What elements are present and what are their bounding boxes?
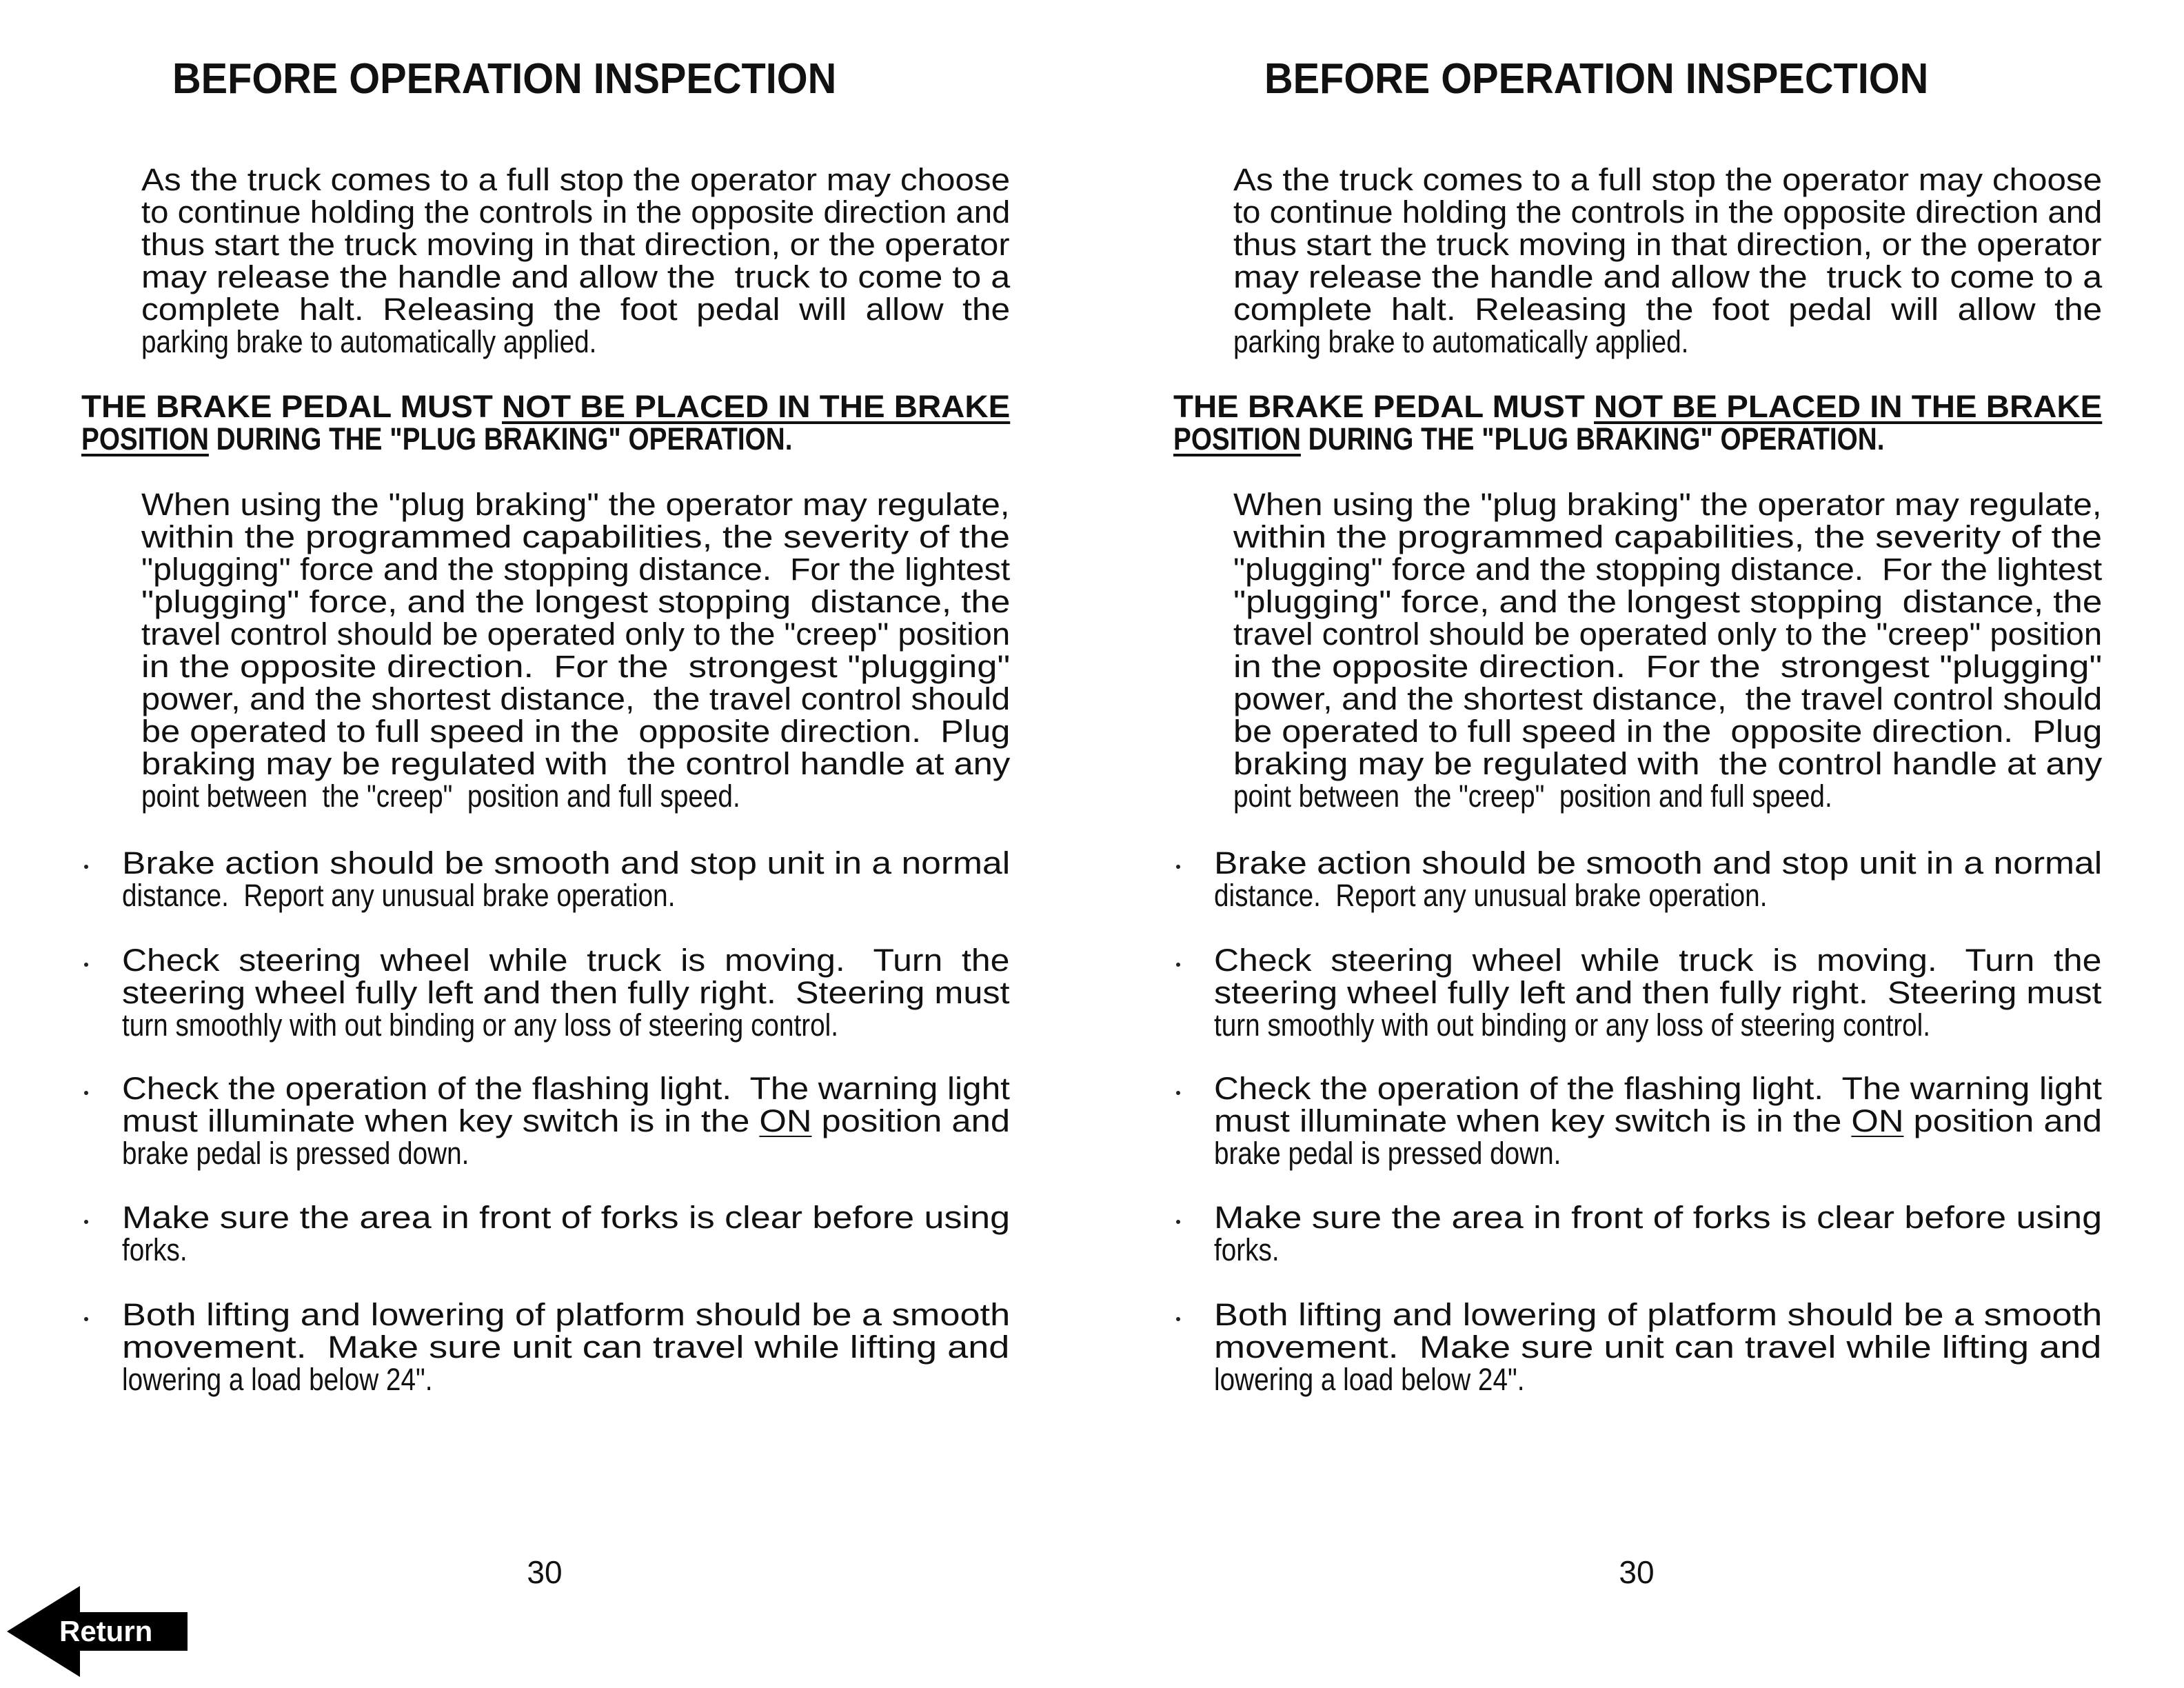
- paragraph-line: within the programmed capabilities, the severity of the: [1233, 519, 2103, 554]
- bullet-text: position and: [811, 1103, 1011, 1138]
- bullet-line: Check the operation of the flashing light. The warning light: [122, 1071, 1010, 1106]
- paragraph-line: to continue holding the controls in the opposite direction and: [141, 194, 1011, 230]
- warning-text: THE BRAKE PEDAL MUST: [1173, 389, 1594, 424]
- paragraph-line: in the opposite direction. For the strongest "plugging": [141, 649, 1011, 684]
- bullet-icon: [84, 1091, 88, 1095]
- bullet-icon: [1176, 1091, 1180, 1095]
- bullet-icon: [84, 865, 88, 869]
- bullet-line: turn smoothly with out binding or any loss of steering control.: [122, 1007, 838, 1043]
- paragraph-line: be operated to full speed in the opposite direction. Plug: [1233, 714, 2103, 749]
- page-heading: BEFORE OPERATION INSPECTION: [1264, 55, 1929, 103]
- paragraph-line: parking brake to automatically applied.: [141, 324, 597, 359]
- bullet-icon: [1176, 1220, 1180, 1224]
- bullet-icon: [84, 1317, 88, 1321]
- bullet-line: brake pedal is pressed down.: [1214, 1136, 1561, 1171]
- warning-line: [81, 423, 1010, 455]
- bullet-icon: [84, 1220, 88, 1224]
- bullet-line: brake pedal is pressed down.: [122, 1136, 469, 1171]
- paragraph-line: When using the "plug braking" the operator may regulate,: [141, 487, 1010, 522]
- paragraph-line: may release the handle and allow the truck to come to a: [141, 259, 1011, 294]
- bullet-line: movement. Make sure unit can travel while lifting and: [122, 1329, 1010, 1365]
- page-heading: BEFORE OPERATION INSPECTION: [172, 55, 837, 103]
- paragraph-line: may release the handle and allow the truck to come to a: [1233, 259, 2103, 294]
- bullet-line: steering wheel fully left and then fully right. Steering must: [122, 975, 1010, 1010]
- bullet-line: forks.: [122, 1232, 188, 1267]
- bullet-line: [122, 1105, 1010, 1137]
- paragraph-line: power, and the shortest distance, the travel control should: [1233, 681, 2103, 716]
- paragraph-line: power, and the shortest distance, the travel control should: [141, 681, 1011, 716]
- bullet-line: movement. Make sure unit can travel while lifting and: [1214, 1329, 2102, 1365]
- bullet-icon: [1176, 1317, 1180, 1321]
- paragraph-line: "plugging" force and the stopping distance. For the lightest: [141, 552, 1011, 587]
- warning-line: [81, 390, 1010, 423]
- bullet-line: [1214, 1105, 2102, 1137]
- page-number: 30: [1619, 1554, 1655, 1590]
- paragraph-line: in the opposite direction. For the strongest "plugging": [1233, 649, 2103, 684]
- warning-line: [1173, 390, 2102, 423]
- bullet-line: forks.: [1214, 1232, 1280, 1267]
- bullet-text: position and: [1903, 1103, 2103, 1138]
- paragraph-line: thus start the truck moving in that direction, or the operator: [141, 227, 1010, 262]
- warning-text: THE BRAKE PEDAL MUST: [81, 389, 502, 424]
- paragraph-line: complete halt. Releasing the foot pedal will allow the: [141, 292, 1011, 327]
- warning-text: DURING THE "PLUG BRAKING" OPERATION.: [208, 421, 793, 456]
- bullet-line: Make sure the area in front of forks is clear before using: [122, 1200, 1011, 1235]
- bullet-line: Check steering wheel while truck is moving. Turn the: [122, 943, 1010, 978]
- bullet-line: Make sure the area in front of forks is clear before using: [1214, 1200, 2103, 1235]
- bullet-icon: [1176, 865, 1180, 869]
- warning-underlined-text: POSITION: [81, 421, 209, 456]
- bullet-line: Brake action should be smooth and stop unit in a normal: [1214, 845, 2103, 881]
- return-label: Return: [59, 1615, 153, 1647]
- paragraph-line: braking may be regulated with the control handle at any: [1233, 746, 2103, 781]
- warning-text: DURING THE "PLUG BRAKING" OPERATION.: [1300, 421, 1885, 456]
- bullet-line: lowering a load below 24".: [122, 1362, 433, 1397]
- bullet-line: distance. Report any unusual brake operation.: [122, 878, 676, 913]
- bullet-line: Check steering wheel while truck is moving. Turn the: [1214, 943, 2102, 978]
- bullet-line: lowering a load below 24".: [1214, 1362, 1525, 1397]
- warning-underlined-text: NOT BE PLACED IN THE BRAKE: [1593, 389, 2103, 424]
- paragraph-line: "plugging" force, and the longest stopping distance, the: [1233, 584, 2103, 619]
- bullet-icon: [84, 963, 88, 967]
- bullet-text: must illuminate when key switch is in the: [1214, 1103, 1852, 1138]
- paragraph-line: As the truck comes to a full stop the operator may choose: [141, 162, 1011, 197]
- warning-line: [1173, 423, 2102, 455]
- bullet-line: Both lifting and lowering of platform should be a smooth: [122, 1297, 1011, 1332]
- paragraph-line: point between the "creep" position and full speed.: [141, 778, 740, 814]
- paragraph-line: parking brake to automatically applied.: [1233, 324, 1689, 359]
- paragraph-line: thus start the truck moving in that direction, or the operator: [1233, 227, 2102, 262]
- paragraph-line: "plugging" force, and the longest stopping distance, the: [141, 584, 1011, 619]
- bullet-line: Brake action should be smooth and stop unit in a normal: [122, 845, 1011, 881]
- bullet-line: steering wheel fully left and then fully right. Steering must: [1214, 975, 2102, 1010]
- warning-underlined-text: NOT BE PLACED IN THE BRAKE: [501, 389, 1011, 424]
- paragraph-line: be operated to full speed in the opposite direction. Plug: [141, 714, 1011, 749]
- paragraph-line: braking may be regulated with the control handle at any: [141, 746, 1011, 781]
- paragraph-line: travel control should be operated only to the "creep" position: [141, 616, 1011, 652]
- bullet-icon: [1176, 963, 1180, 967]
- paragraph-line: travel control should be operated only to the "creep" position: [1233, 616, 2103, 652]
- bullet-line: distance. Report any unusual brake operation.: [1214, 878, 1768, 913]
- bullet-text: must illuminate when key switch is in the: [122, 1103, 760, 1138]
- paragraph-line: "plugging" force and the stopping distance. For the lightest: [1233, 552, 2103, 587]
- bullet-line: Both lifting and lowering of platform should be a smooth: [1214, 1297, 2103, 1332]
- bullet-line: Check the operation of the flashing light. The warning light: [1214, 1071, 2102, 1106]
- on-underlined-text: ON: [759, 1103, 812, 1138]
- on-underlined-text: ON: [1851, 1103, 1904, 1138]
- paragraph-line: When using the "plug braking" the operator may regulate,: [1233, 487, 2102, 522]
- paragraph-line: As the truck comes to a full stop the operator may choose: [1233, 162, 2103, 197]
- return-button[interactable]: [6, 1585, 190, 1678]
- warning-underlined-text: POSITION: [1173, 421, 1301, 456]
- paragraph-line: within the programmed capabilities, the severity of the: [141, 519, 1011, 554]
- page-right: [1092, 0, 2184, 1688]
- paragraph-line: point between the "creep" position and full speed.: [1233, 778, 1832, 814]
- page-number: 30: [527, 1554, 563, 1590]
- paragraph-line: to continue holding the controls in the opposite direction and: [1233, 194, 2103, 230]
- paragraph-line: complete halt. Releasing the foot pedal will allow the: [1233, 292, 2103, 327]
- bullet-line: turn smoothly with out binding or any loss of steering control.: [1214, 1007, 1930, 1043]
